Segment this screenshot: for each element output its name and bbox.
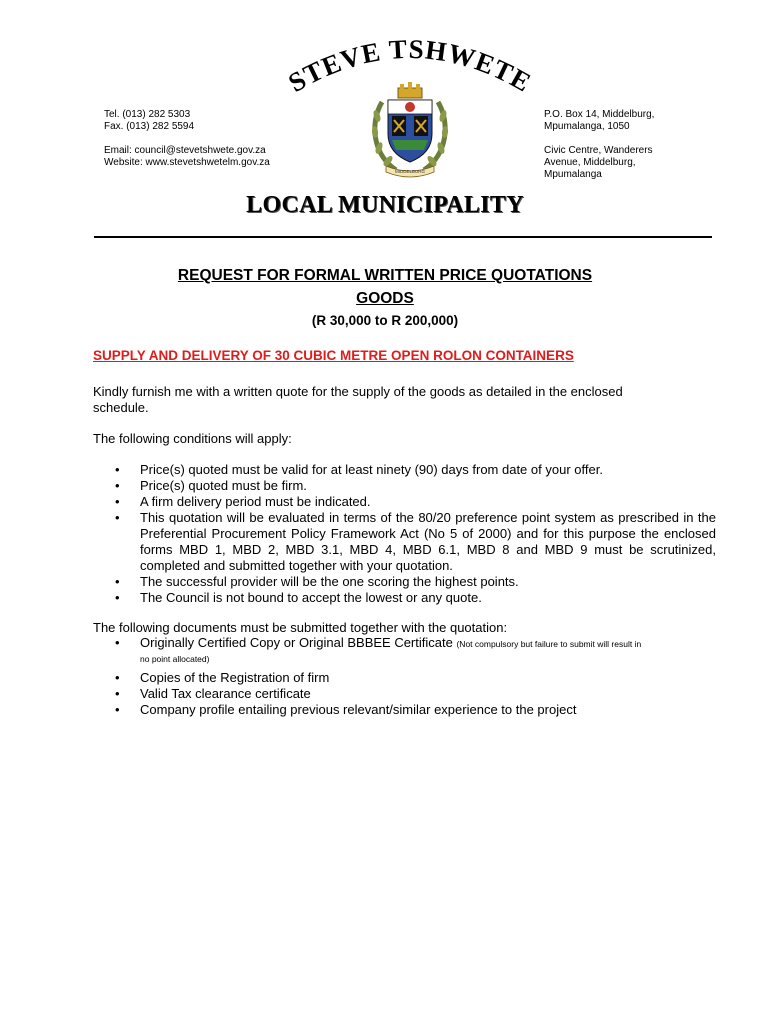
civic-line-1: Civic Centre, Wanderers (544, 145, 653, 156)
list-item: • Valid Tax clearance certificate (115, 686, 311, 701)
tel-text: Tel. (013) 282 5303 (104, 109, 191, 120)
bullet-icon: • (115, 702, 120, 717)
documents-intro: The following documents must be submitted together with the quotation: (93, 620, 508, 635)
right-contact-block (544, 109, 654, 181)
list-item: • Price(s) quoted must be firm. (115, 478, 307, 493)
list-item: • Price(s) quoted must be valid for at least ninety (90) days from date of your offer. (115, 462, 603, 477)
po-box-line-2: Mpumalanga, 1050 (544, 121, 630, 132)
list-item: • The Council is not bound to accept the lowest or any quote. (115, 590, 482, 605)
document-subheading-goods: GOODS (356, 290, 414, 307)
list-item: • Company profile entailing previous relevant/similar experience to the project (115, 702, 577, 717)
website-text: Website: www.stevetshwetelm.gov.za (104, 157, 270, 168)
header-divider (94, 236, 712, 238)
left-contact-block (104, 109, 270, 169)
bullet-icon: • (115, 462, 120, 477)
bullet-icon: • (115, 670, 120, 685)
local-municipality-title: LOCAL MUNICIPALITY (246, 192, 524, 218)
intro-line-1: Kindly furnish me with a written quote for the supply of the goods as detailed in the enclosed (93, 384, 623, 399)
bbbee-requirement: Originally Certified Copy or Original BBBEE Certificate (140, 635, 453, 650)
bullet-icon: • (115, 510, 120, 525)
list-item (94, 636, 716, 666)
document-heading: REQUEST FOR FORMAL WRITTEN PRICE QUOTATIONS (177, 267, 593, 284)
bullet-icon: • (115, 494, 120, 509)
svg-text:MIDDELBURG: MIDDELBURG (394, 169, 426, 174)
email-text: Email: council@stevetshwete.gov.za (104, 145, 266, 156)
bullet-icon: • (115, 590, 120, 605)
civic-line-2: Avenue, Middelburg, (544, 157, 636, 168)
conditions-intro: The following conditions will apply: (93, 431, 292, 446)
bullet-icon: • (115, 574, 120, 589)
bullet-icon: • (115, 635, 120, 650)
civic-line-3: Mpumalanga (544, 169, 602, 180)
po-box-line-1: P.O. Box 14, Middelburg, (544, 109, 655, 120)
project-title: SUPPLY AND DELIVERY OF 30 CUBIC METRE OPEN ROLON CONTAINERS (93, 348, 574, 363)
bullet-icon: • (115, 478, 120, 493)
bbbee-note-2: no point allocated) (140, 654, 210, 664)
arc-title-text: STEVE TSHWETE (283, 33, 537, 98)
documents-list (94, 636, 716, 718)
bbbee-note-1: (Not compulsory but failure to submit will result in (456, 639, 642, 649)
intro-line-2: schedule. (93, 400, 149, 415)
list-item: • The successful provider will be the one scoring the highest points. (115, 574, 519, 589)
conditions-list (94, 462, 716, 606)
list-item: • A firm delivery period must be indicated. (115, 494, 371, 509)
coat-of-arms-icon (368, 82, 452, 180)
list-item: • This quotation will be evaluated in terms of the 80/20 preference point system as prescribed in the Preferential Procurement Policy Framework Act (No 5 of 2000) and for this purpose the enclosed forms MBD 1, MBD 2, MBD 3.1, MBD 4, MBD 6.1, MBD 8 and MBD 9 must be scrutinized, completed and submitted together with your quotation. (115, 510, 716, 573)
fax-text: Fax. (013) 282 5594 (104, 121, 195, 132)
intro-paragraph (93, 384, 683, 416)
list-item: • Copies of the Registration of firm (115, 670, 330, 685)
bullet-icon: • (115, 686, 120, 701)
value-range: (R 30,000 to R 200,000) (311, 313, 459, 328)
